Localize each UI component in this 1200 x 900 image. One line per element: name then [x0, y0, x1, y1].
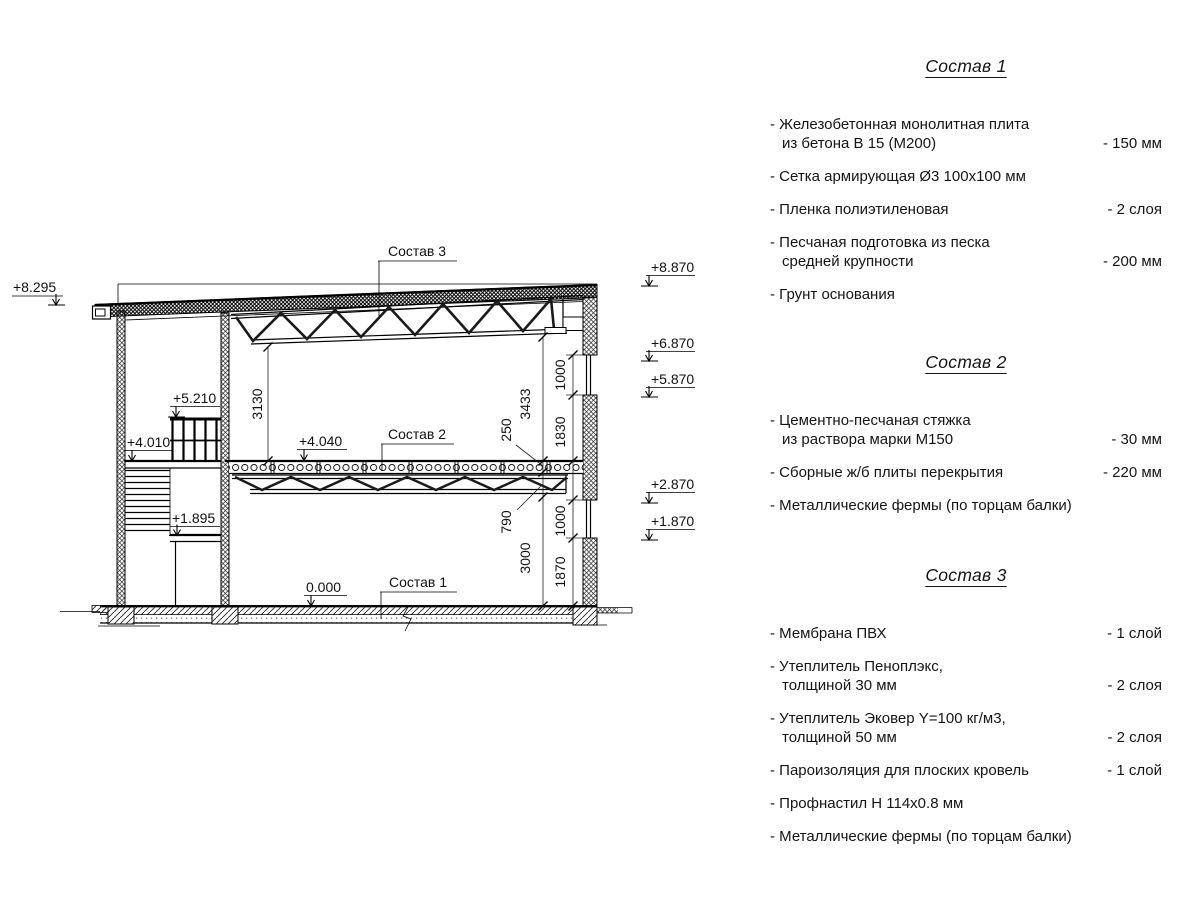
material-value: - 2 слоя: [1107, 201, 1162, 218]
dim-1000-lower: 1000: [552, 505, 568, 537]
panel-title: Состав 2: [925, 352, 1007, 372]
floor-truss: [232, 475, 568, 494]
dim-790: 790: [498, 510, 514, 534]
material-text: - Профнастил Н 114х0.8 мм: [770, 795, 964, 812]
composition-panel-2: [770, 352, 1162, 529]
material-text: - Мембрана ПВХ: [770, 625, 887, 642]
material-item: [770, 496, 1162, 515]
elevation-5210: +5.210: [173, 390, 217, 406]
callout-sostav-3: Состав 3: [387, 243, 447, 259]
material-item: [770, 115, 1162, 153]
composition-panel-3: [770, 565, 1162, 860]
dim-250: 250: [498, 418, 514, 442]
elevation-4040: +4.040: [299, 433, 343, 449]
material-value: - 200 мм: [1103, 253, 1162, 270]
dim-3433: 3433: [517, 388, 533, 420]
material-text: - Сетка армирующая Ø3 100х100 мм: [770, 168, 1026, 185]
stair-flight: [126, 471, 171, 531]
material-value: - 150 мм: [1103, 135, 1162, 152]
panel-title: Состав 3: [925, 565, 1007, 585]
material-value: - 30 мм: [1111, 431, 1162, 448]
elevation-2870: +2.870: [651, 476, 695, 492]
right-wall-top: [583, 297, 597, 355]
left-wall: [117, 311, 125, 607]
material-list: [770, 624, 1162, 846]
material-text: - Цементно-песчаная стяжка из раствора марки М150: [770, 412, 971, 448]
material-item: [770, 794, 1162, 813]
material-item: [770, 463, 1162, 482]
material-text: - Пароизоляция для плоских кровель: [770, 762, 1029, 779]
dim-1000-upper: 1000: [552, 359, 568, 391]
material-item: [770, 624, 1162, 643]
right-wall-bottom: [583, 538, 597, 607]
elevation-8295: +8.295: [13, 279, 57, 295]
material-text: - Металлические фермы (по торцам балки): [770, 497, 1072, 514]
dim-1870: 1870: [552, 556, 568, 588]
elevation-1895: +1.895: [172, 510, 216, 526]
material-text: - Грунт основания: [770, 286, 895, 303]
material-text: - Металлические фермы (по торцам балки): [770, 828, 1072, 845]
material-item: [770, 709, 1162, 747]
dim-3000: 3000: [517, 542, 533, 574]
floor-slab: [225, 461, 583, 474]
material-item: [770, 233, 1162, 271]
ground-slab: [60, 606, 632, 632]
material-list: [770, 115, 1162, 304]
material-value: - 1 слой: [1107, 625, 1162, 642]
dim-3130: 3130: [249, 388, 265, 420]
material-text: - Песчаная подготовка из песка средней крупности: [770, 234, 990, 270]
elevation-0000: 0.000: [306, 579, 342, 595]
upper-window: [583, 355, 597, 395]
material-value: - 2 слоя: [1107, 677, 1162, 694]
material-text: - Сборные ж/б плиты перекрытия: [770, 464, 1004, 481]
material-value: - 1 слой: [1107, 762, 1162, 779]
right-wall-mid: [583, 395, 597, 500]
dim-1830: 1830: [552, 416, 568, 448]
callout-sostav-1: Состав 1: [388, 574, 448, 590]
elevation-8870: +8.870: [651, 259, 695, 275]
material-item: [770, 411, 1162, 449]
elevation-5870: +5.870: [651, 371, 695, 387]
material-value: - 2 слоя: [1107, 729, 1162, 746]
elevation-6870: +6.870: [651, 335, 695, 351]
material-text: - Железобетонная монолитная плита из бетона В 15 (М200): [770, 116, 1030, 152]
material-list: [770, 411, 1162, 515]
material-value: - 220 мм: [1103, 464, 1162, 481]
material-text: - Пленка полиэтиленовая: [770, 201, 949, 218]
roof-assembly: [93, 284, 598, 320]
callout-sostav-2: Состав 2: [387, 426, 447, 442]
elevation-1870: +1.870: [651, 513, 695, 529]
material-text: - Утеплитель Пеноплэкс, толщиной 30 мм: [770, 658, 943, 694]
panel-title: Состав 1: [925, 56, 1007, 76]
composition-panel-1: [770, 56, 1162, 318]
lower-window: [583, 500, 597, 538]
material-item: [770, 200, 1162, 219]
material-item: [770, 167, 1162, 186]
material-item: [770, 285, 1162, 304]
material-text: - Утеплитель Эковер Y=100 кг/м3, толщиной 50 мм: [770, 710, 1006, 746]
material-item: [770, 657, 1162, 695]
material-item: [770, 761, 1162, 780]
railing: [170, 419, 221, 461]
elevation-4010: +4.010: [127, 434, 171, 450]
material-item: [770, 827, 1162, 846]
